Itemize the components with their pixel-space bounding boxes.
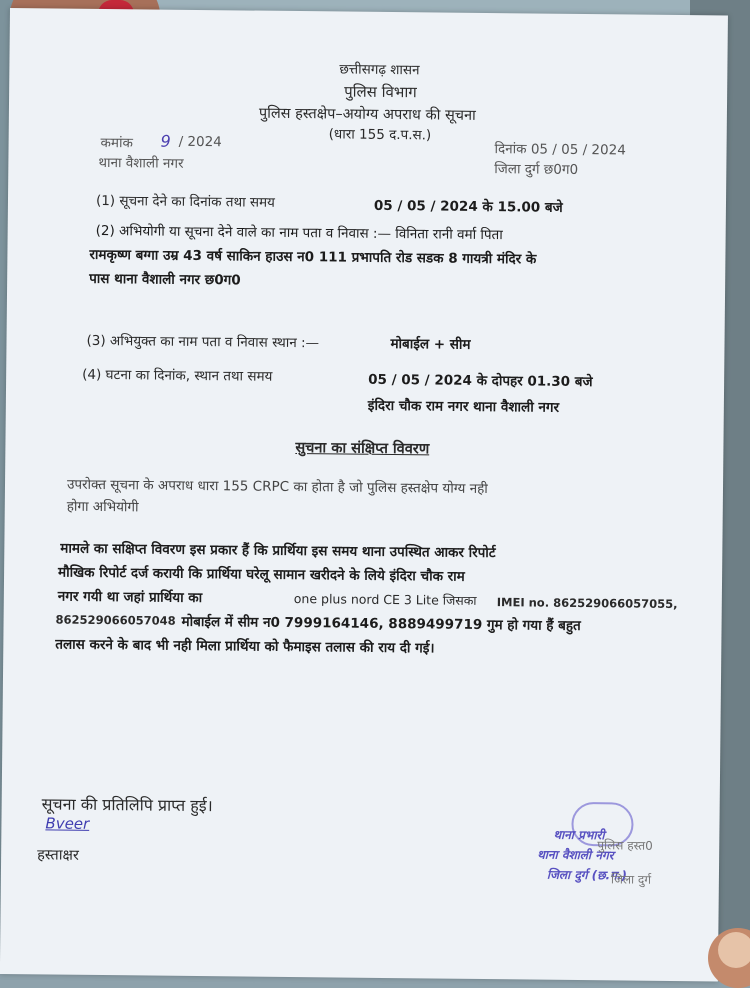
detail-line5: तलास करने के बाद भी नही मिला प्रार्थिया को फैमाइस तलास की राय दी गई। xyxy=(55,636,435,657)
detail-line3a: नगर गयी था जहां प्रार्थिया का xyxy=(57,588,203,607)
header-state: छत्तीसगढ़ शासन xyxy=(339,61,420,79)
item4-value2: इंदिरा चौक राम नगर थाना वैशाली नगर xyxy=(367,397,560,416)
stamp-line1: थाना प्रभारी xyxy=(553,827,605,843)
item2-line1: (2) अभियोगी या सूचना देने वाले का नाम पता व निवास :— विनिता रानी वर्मा पिता xyxy=(95,222,503,244)
fingernail-bottom-right xyxy=(718,932,750,968)
header-department: पुलिस विभाग xyxy=(344,82,417,102)
item3-value: मोबाईल + सीम xyxy=(390,336,471,353)
detail-line4a: 862529066057048 xyxy=(55,612,176,628)
item2-line2: रामकृष्ण बग्गा उम्र 43 वर्ष साकिन हाउस न0 111 प्रभापति रोड सडक 8 गायत्री मंदिर के xyxy=(89,246,537,268)
district-line: जिला दुर्ग छ0ग0 xyxy=(494,161,579,178)
header-section: (धारा 155 द.प.स.) xyxy=(328,126,432,144)
detail-line3c: IMEI no. 862529066057055, xyxy=(496,595,678,612)
signature-scrawl: Bveer xyxy=(45,814,90,833)
serial-label: कमांक xyxy=(100,134,133,152)
receipt-line: सूचना की प्रतिलिपि प्राप्त हुई। xyxy=(41,794,213,816)
summary-intro-line2: होगा अभियोगी xyxy=(66,498,139,516)
detail-line3b: one plus nord CE 3 Lite जिसका xyxy=(293,591,477,608)
date-line: दिनांक 05 / 05 / 2024 xyxy=(494,141,626,159)
serial-number: 9 xyxy=(160,131,171,151)
item3-label: (3) अभियुक्त का नाम पता व निवास स्थान :— xyxy=(86,332,320,352)
summary-intro-line1: उपरोक्त सूचना के अपराध धारा 155 CRPC का होता है जो पुलिस हस्तक्षेप योग्य नही xyxy=(66,476,488,498)
stamp-line2: थाना वैशाली नगर xyxy=(537,847,614,863)
item1-value: 05 / 05 / 2024 के 15.00 बजे xyxy=(373,197,563,216)
stamp-line3: जिला दुर्ग (छ.ग.) xyxy=(546,867,628,883)
officer-line2: जिला दुर्ग xyxy=(610,872,652,887)
detail-line2: मौखिक रिपोर्ट दर्ज करायी कि प्रार्थिया घरेलू सामान खरीदने के लिये इंदिरा चौक राम xyxy=(58,564,465,585)
signature-label: हस्ताक्षर xyxy=(37,847,79,864)
detail-line4b: मोबाईल में सीम न0 7999164146, 8889499719 गुम हो गया हैं बहुत xyxy=(181,613,581,635)
item2-line3: पास थाना वैशाली नगर छ0ग0 xyxy=(89,270,241,289)
officer-line1: पुलिस हस्त0 xyxy=(597,838,653,853)
document-page xyxy=(0,8,728,981)
header-title: पुलिस हस्तक्षेप–अयोग्य अपराध की सूचना xyxy=(258,105,476,124)
item4-value1: 05 / 05 / 2024 के दोपहर 01.30 बजे xyxy=(368,371,593,391)
item4-label: (4) घटना का दिनांक, स्थान तथा समय xyxy=(82,366,273,385)
item1-label: (1) सूचना देने का दिनांक तथा समय xyxy=(95,192,276,211)
station-name: थाना वैशाली नगर xyxy=(98,154,184,172)
serial-year: / 2024 xyxy=(178,133,222,151)
detail-line1: मामले का सक्षिप्त विवरण इस प्रकार हैं कि प्रार्थिया इस समय थाना उपस्थित आकर रिपोर्ट xyxy=(60,540,496,562)
summary-heading: सुचना का संक्षिप्त विवरण xyxy=(295,440,430,458)
